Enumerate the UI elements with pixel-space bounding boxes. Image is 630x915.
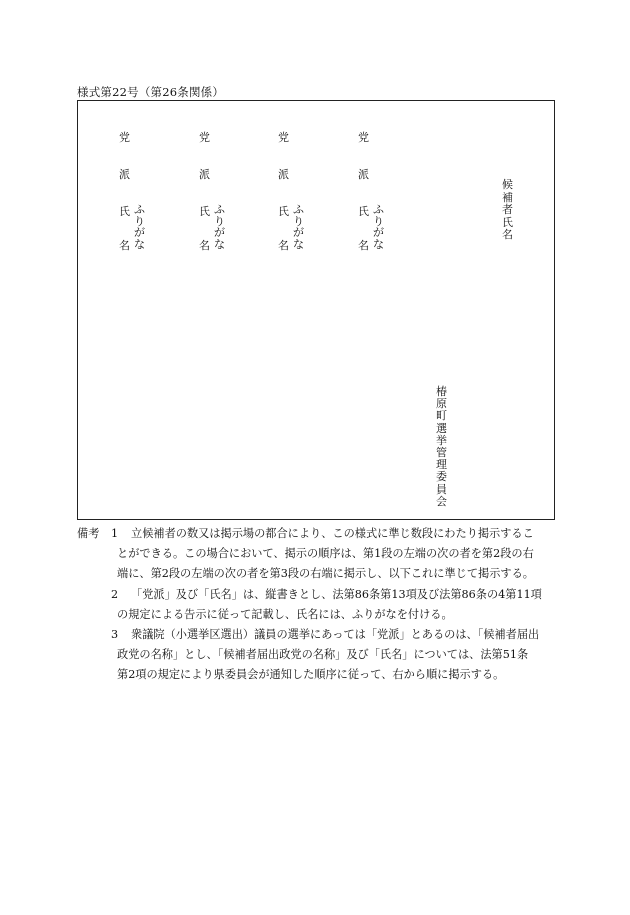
- party-label-4a: 党: [358, 131, 369, 144]
- vertical-char: 原: [436, 397, 447, 411]
- note-number: 2: [111, 587, 119, 601]
- party-label-1b: 派: [119, 168, 130, 181]
- name-label-3b: 名: [278, 239, 289, 252]
- name-label-1a: 氏: [119, 205, 130, 218]
- note-line: とができる。この場合において、掲示の順序は、第1段の左端の次の者を第2段の右: [117, 547, 534, 561]
- form-title: 様式第22号（第26条関係）: [77, 85, 225, 99]
- vertical-char: 補: [502, 190, 513, 204]
- vertical-char: 管: [436, 445, 447, 459]
- vertical-char: 会: [436, 494, 447, 508]
- vertical-char: 者: [502, 203, 513, 216]
- vertical-char: 椿: [436, 385, 447, 398]
- party-label-1a: 党: [119, 131, 130, 144]
- party-label-2b: 派: [199, 168, 210, 181]
- party-label-3b: 派: [278, 168, 289, 181]
- vertical-char: 員: [436, 482, 447, 496]
- furigana-2: ふ り が な: [214, 203, 225, 251]
- name-label-3a: 氏: [278, 205, 289, 218]
- furigana-4: ふ り が な: [373, 203, 384, 251]
- name-label-2a: 氏: [199, 205, 210, 218]
- poster-frame: [77, 100, 555, 520]
- name-label-4b: 名: [358, 239, 369, 252]
- vertical-char: 選: [436, 421, 447, 435]
- name-label-1b: 名: [119, 239, 130, 252]
- vertical-char: 候: [502, 178, 513, 191]
- notes-label: 備考: [77, 527, 100, 540]
- note-line: 「党派」及び「氏名」は、縦書きとし、法第86条第13項及び法第86条の4第11項: [131, 587, 542, 601]
- committee-name: [436, 386, 447, 508]
- furigana-3: ふ り が な: [293, 203, 304, 251]
- vertical-char: 理: [436, 458, 447, 472]
- party-label-4b: 派: [358, 168, 369, 181]
- candidate-name-label: [502, 179, 513, 242]
- note-line: 第2項の規定により県委員会が通知した順序に従って、右から順に掲示する。: [117, 668, 505, 682]
- note-line: 立候補者の数又は掲示場の都合により、この様式に準じ数段にわたり掲示するこ: [131, 527, 534, 540]
- vertical-char: 名: [502, 228, 513, 241]
- note-line: 政党の名称」とし、「候補者届出政党の名称」及び「氏名」については、法第51条: [117, 648, 529, 662]
- vertical-char: 町: [436, 409, 447, 423]
- note-number: 1: [111, 527, 119, 540]
- note-number: 3: [111, 628, 119, 641]
- name-label-4a: 氏: [358, 205, 369, 218]
- note-line: 端に、第2段の左端の次の者を第3段の右端に掲示し、以下これに準じて掲示する。: [117, 567, 534, 581]
- vertical-char: 挙: [436, 433, 447, 447]
- note-line: 衆議院（小選挙区選出）議員の選挙にあっては「党派」とあるのは、「候補者届出: [131, 628, 540, 641]
- name-label-2b: 名: [199, 239, 210, 252]
- vertical-char: 委: [436, 470, 447, 484]
- furigana-1: ふ り が な: [134, 203, 145, 251]
- vertical-char: 氏: [502, 215, 513, 229]
- note-line: の規定による告示に従って記載し、氏名には、ふりがなを付ける。: [117, 607, 453, 621]
- party-label-3a: 党: [278, 131, 289, 144]
- party-label-2a: 党: [199, 131, 210, 144]
